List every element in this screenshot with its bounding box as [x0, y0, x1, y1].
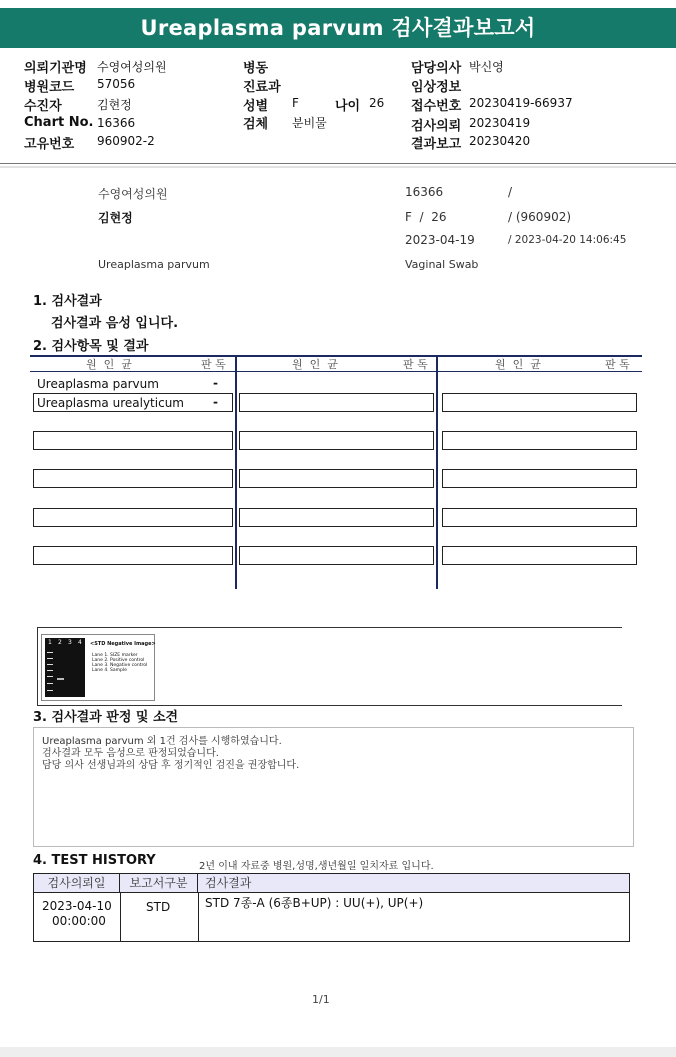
positive-control-band — [57, 678, 64, 680]
patient-label: 수진자 — [24, 99, 62, 114]
empty-cell — [442, 546, 637, 565]
section2-title: 2. 검사항목 및 결과 — [33, 339, 149, 354]
header-divider — [0, 163, 676, 164]
result-name-2: Ureaplasma urealyticum — [37, 396, 184, 410]
request-date-value: 20230419 — [469, 116, 531, 130]
col-header-organism-3: 원 인 균 — [495, 358, 541, 371]
section3-title: 3. 검사결과 판정 및 소견 — [33, 710, 179, 725]
summary-specimen: Vaginal Swab — [405, 258, 479, 271]
empty-cell — [33, 546, 233, 565]
gel-top-rule — [37, 627, 622, 628]
gel-legend-lane2: Lane 2. Positive control — [92, 658, 145, 663]
summary-slash: / — [508, 185, 513, 199]
hospital-code-label: 병원코드 — [24, 80, 75, 95]
specimen-value: 분비물 — [292, 116, 327, 130]
hospital-value: 수영여성의원 — [97, 60, 167, 74]
summary-patient: 김현정 — [98, 211, 133, 225]
summary-request-date: 2023-04-19 — [405, 233, 475, 247]
marker-band — [47, 658, 53, 659]
col-header-judge-2: 판 독 — [403, 358, 428, 371]
unique-no-value: 960902-2 — [97, 134, 155, 148]
lane-number-1: 1 — [48, 639, 52, 646]
history-note: 2년 이내 자료중 병원,성명,생년월일 일치자료 입니다. — [199, 861, 434, 872]
col-header-organism-1: 원 인 균 — [86, 358, 132, 371]
gel-legend-lane4: Lane 4. Sample — [92, 668, 127, 673]
gel-legend-title: <STD Negative Image> — [90, 641, 156, 647]
gel-left-rule — [37, 627, 38, 705]
history-header-type: 보고서구분 — [120, 874, 198, 892]
col-header-organism-2: 원 인 균 — [292, 358, 338, 371]
gel-legend-lane3: Lane 3. Negative control — [92, 663, 148, 668]
result-value-2: - — [213, 395, 218, 409]
history-header-date: 검사의뢰일 — [34, 874, 120, 892]
hospital-label: 의뢰기관명 — [24, 61, 87, 76]
empty-cell — [442, 469, 637, 488]
summary-birth: / (960902) — [508, 210, 572, 224]
page-bottom-band — [0, 1047, 676, 1057]
report-title: Ureaplasma parvum 검사결과보고서 — [0, 8, 676, 48]
empty-cell — [33, 508, 233, 527]
col-header-judge-3: 판 독 — [605, 358, 630, 371]
result-value-1: - — [213, 376, 218, 390]
section4-title: 4. TEST HISTORY — [33, 853, 156, 868]
receipt-no-label: 접수번호 — [411, 99, 462, 114]
empty-cell — [442, 431, 637, 450]
chart-no-value: 16366 — [97, 116, 136, 130]
result-name-1: Ureaplasma parvum — [37, 377, 159, 391]
opinion-line-1: Ureaplasma parvum 외 1건 검사를 시행하였습니다. — [42, 736, 282, 747]
empty-cell — [33, 469, 233, 488]
clinical-info-label: 임상정보 — [411, 80, 462, 95]
marker-band — [47, 676, 53, 677]
sex-label: 성별 — [243, 99, 269, 114]
summary-chart-no: 16366 — [405, 185, 444, 199]
receipt-no-value: 20230419-66937 — [469, 96, 573, 110]
page-number: 1/1 — [312, 993, 330, 1006]
history-header-rule — [34, 892, 629, 893]
history-col-divider-2 — [198, 892, 199, 941]
header-divider-shadow — [0, 166, 676, 168]
summary-sex-age: F / 26 — [405, 210, 447, 224]
table-col-divider-1 — [235, 355, 237, 589]
summary-hospital: 수영여성의원 — [98, 187, 168, 201]
dept-label: 진료과 — [243, 80, 281, 95]
history-row-time: 00:00:00 — [52, 914, 106, 928]
report-date-value: 20230420 — [469, 134, 531, 148]
empty-cell — [442, 508, 637, 527]
opinion-line-2: 검사결과 모두 음성으로 판정되었습니다. — [42, 748, 219, 759]
result-cell-2-2 — [239, 393, 434, 412]
chart-no-label: Chart No. — [24, 115, 94, 130]
empty-cell — [33, 431, 233, 450]
marker-band — [47, 690, 53, 691]
summary-test-name: Ureaplasma parvum — [98, 258, 210, 271]
marker-band — [47, 670, 53, 671]
empty-cell — [239, 469, 434, 488]
gel-electrophoresis-image — [45, 638, 85, 697]
patient-value: 김현정 — [97, 98, 132, 112]
unique-no-label: 고유번호 — [24, 137, 75, 152]
doctor-value: 박신영 — [469, 60, 504, 74]
result-cell-2-3 — [442, 393, 637, 412]
hospital-code-value: 57056 — [97, 77, 136, 91]
history-table — [33, 873, 630, 942]
history-row-date: 2023-04-10 — [42, 899, 112, 913]
lane-number-3: 3 — [68, 639, 72, 646]
history-row-type: STD — [146, 900, 171, 914]
specimen-label: 검체 — [243, 117, 269, 132]
report-date-label: 결과보고 — [411, 137, 462, 152]
marker-band — [47, 683, 53, 684]
opinion-line-3: 담당 의사 선생님과의 상담 후 정기적인 검진을 권장합니다. — [42, 760, 300, 771]
opinion-box — [33, 727, 634, 847]
history-col-divider-1 — [120, 892, 121, 941]
empty-cell — [239, 546, 434, 565]
history-row-result: STD 7종-A (6종B+UP) : UU(+), UP(+) — [205, 896, 424, 910]
table-col-divider-2 — [436, 355, 438, 589]
marker-band — [47, 664, 53, 665]
col-header-judge-1: 판 독 — [201, 358, 226, 371]
lane-number-2: 2 — [58, 639, 62, 646]
ward-label: 병동 — [243, 61, 269, 76]
marker-band — [47, 652, 53, 653]
age-value: 26 — [369, 96, 385, 110]
history-header-result: 검사결과 — [198, 874, 629, 892]
summary-report-datetime: / 2023-04-20 14:06:45 — [508, 234, 627, 246]
sex-value: F — [292, 96, 299, 110]
gel-image-panel — [41, 634, 155, 701]
age-label: 나이 — [335, 99, 361, 114]
lane-number-4: 4 — [78, 639, 82, 646]
gel-legend-lane1: Lane 1. SIZE marker — [92, 653, 138, 658]
section1-text: 검사결과 음성 입니다. — [51, 316, 179, 331]
empty-cell — [239, 431, 434, 450]
section1-title: 1. 검사결과 — [33, 294, 102, 309]
doctor-label: 담당의사 — [411, 61, 462, 76]
empty-cell — [239, 508, 434, 527]
request-date-label: 검사의뢰 — [411, 119, 462, 134]
